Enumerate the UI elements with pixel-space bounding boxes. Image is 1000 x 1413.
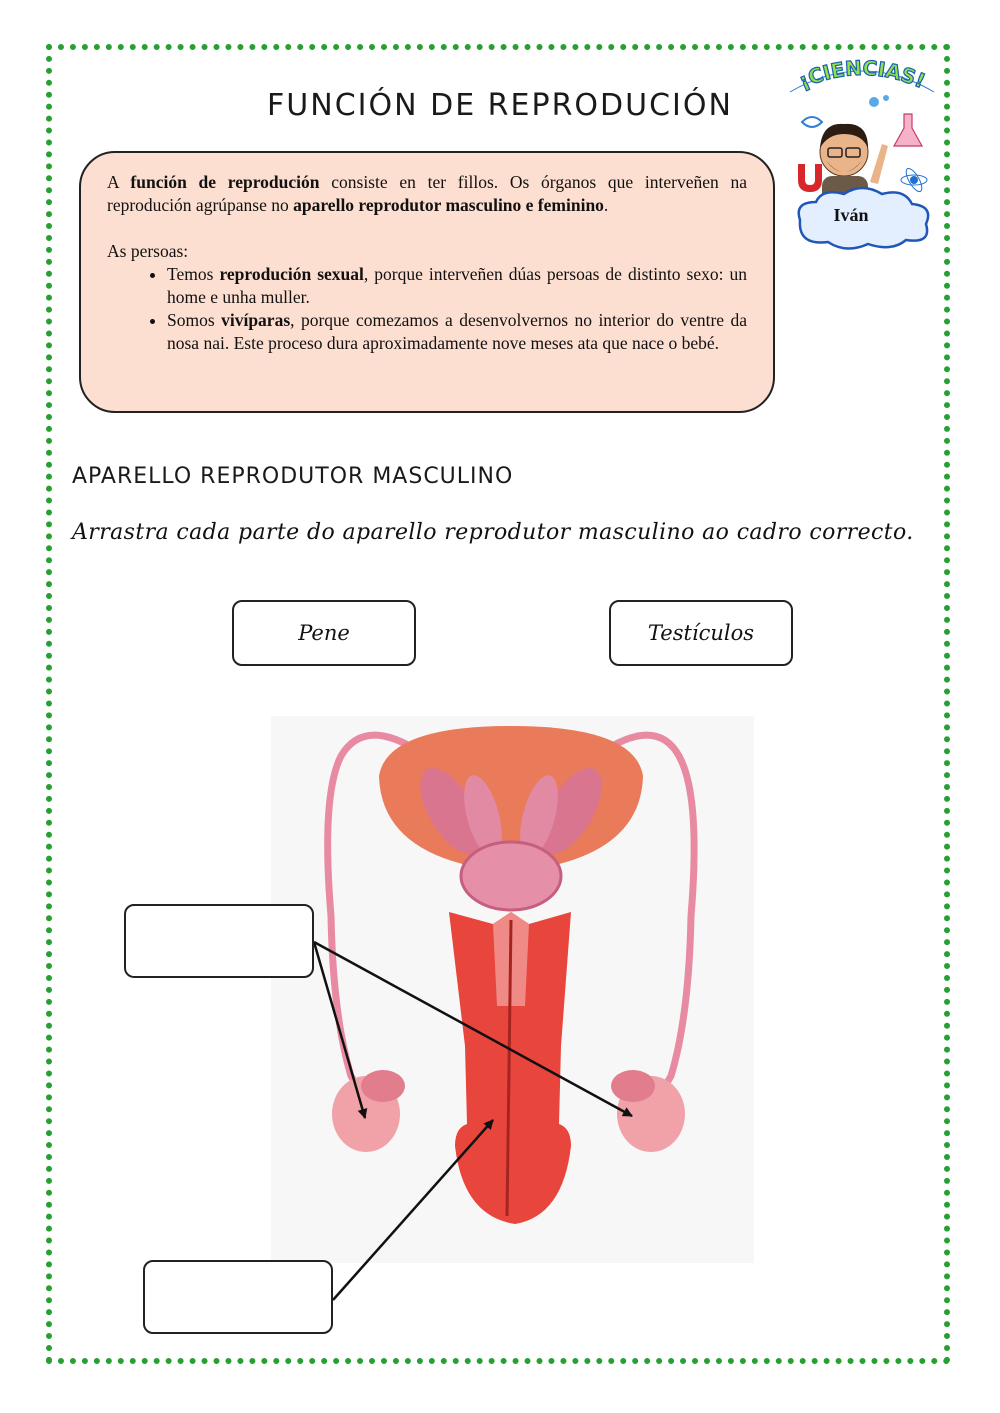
text-run: A bbox=[107, 172, 131, 192]
bold-run: función de reprodución bbox=[130, 172, 320, 192]
text-run: consiste en ter fillos. Os órganos que interveñen na reprodución agrúpanse no bbox=[107, 172, 747, 215]
section-title: APARELLO REPRODUTOR MASCULINO bbox=[72, 464, 514, 489]
bold-run: vivíparas bbox=[221, 310, 291, 330]
magnet-icon bbox=[798, 164, 822, 192]
bold-run: aparello reprodutor masculino e feminino bbox=[293, 195, 604, 215]
text-run: Temos bbox=[167, 264, 220, 284]
instruction-text: Arrastra cada parte do aparello reprodutor masculino ao cadro correcto. bbox=[72, 520, 914, 545]
info-paragraph-2: As persoas: bbox=[107, 241, 189, 261]
flask-icon bbox=[894, 114, 922, 146]
prostate bbox=[461, 842, 561, 910]
badge-banner-text: ¡CIENCIAS! bbox=[795, 55, 929, 94]
male-reproductive-diagram bbox=[271, 716, 754, 1263]
text-run: , porque interveñen dúas persoas de distinto sexo: un home e unha muller. bbox=[167, 264, 747, 307]
draggable-option-testiculos[interactable]: Testículos bbox=[609, 600, 793, 666]
badge-name: Iván bbox=[833, 205, 869, 225]
text-run: , porque comezamos a desenvolvernos no interior do ventre da nosa nai. Este proceso dura aproximadamente nove meses ata que nace o bebé. bbox=[167, 310, 747, 353]
draggable-option-pene[interactable]: Pene bbox=[232, 600, 416, 666]
list-item bbox=[167, 309, 747, 355]
info-bullet-list bbox=[107, 263, 747, 355]
drop-box-penis[interactable] bbox=[143, 1260, 333, 1334]
avatar-raised-hand bbox=[870, 144, 888, 184]
info-box bbox=[79, 151, 775, 413]
list-item bbox=[167, 263, 747, 309]
atom-icon bbox=[910, 176, 918, 184]
text-run: Somos bbox=[167, 310, 222, 330]
info-paragraph-1 bbox=[107, 171, 747, 217]
page-title: FUNCIÓN DE REPRODUCIÓN bbox=[267, 88, 733, 123]
text-run: . bbox=[603, 195, 609, 215]
dna-icon bbox=[802, 117, 822, 127]
bold-run: reprodución sexual bbox=[219, 264, 364, 284]
drop-box-testicles[interactable] bbox=[124, 904, 314, 978]
molecule-icon bbox=[869, 97, 879, 107]
